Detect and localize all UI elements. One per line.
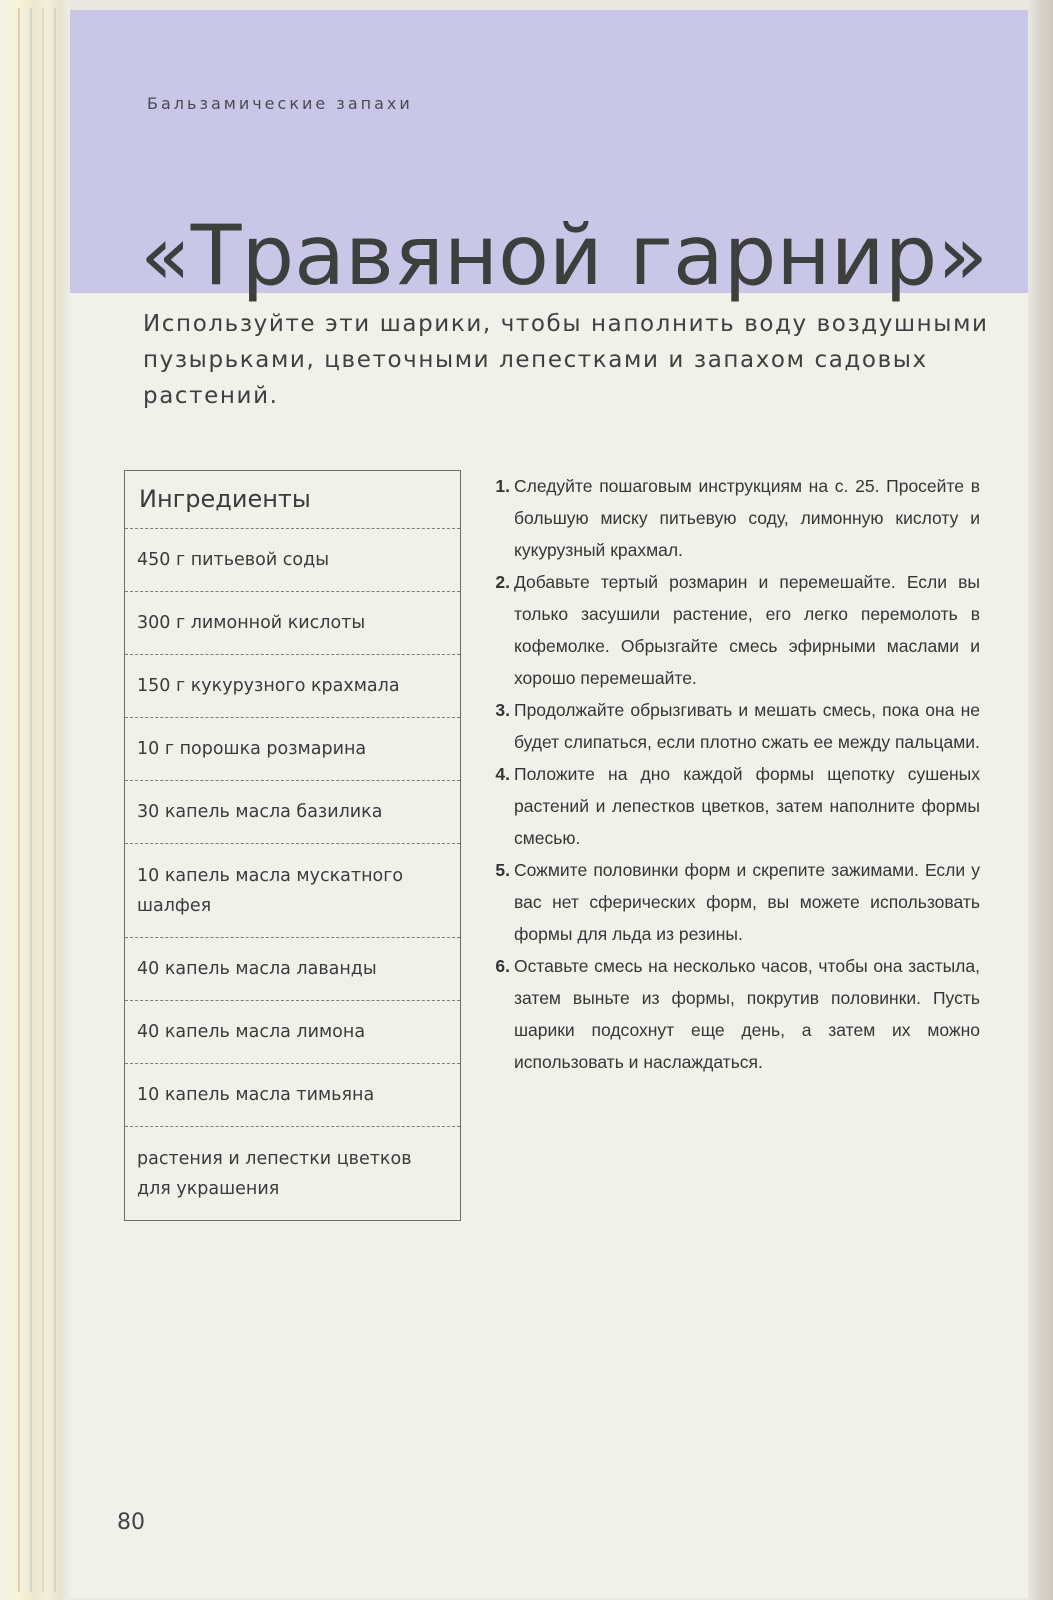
page-number: 80: [117, 1510, 145, 1535]
page-edge-line: [42, 8, 44, 1592]
step-number: 4.: [495, 764, 510, 784]
step-item: [490, 566, 980, 694]
page-edge-line: [54, 8, 56, 1592]
book-edge: [0, 0, 70, 1600]
ingredient-item: 10 г порошка розмарина: [125, 717, 460, 780]
ingredient-item: 450 г питьевой соды: [125, 528, 460, 591]
book-page: [70, 10, 1028, 1598]
step-item: [490, 854, 980, 950]
page-edge-line: [18, 8, 20, 1592]
ingredients-box: [124, 470, 461, 1221]
intro-paragraph: Используйте эти шарики, чтобы наполнить воду воздушными пузырьками, цветочными лепестками и запахом садовых растений.: [143, 311, 989, 409]
ingredient-item: 10 капель масла мускатного шалфея: [125, 843, 460, 937]
ingredient-item: 150 г кукурузного крахмала: [125, 654, 460, 717]
step-text: Добавьте тертый розмарин и перемешайте. Если вы только засушили растение, его легко перемолоть в кофемолке. Обрызгайте смесь эфирными маслами и хорошо перемешайте.: [514, 572, 980, 688]
step-text: Продолжайте обрызгивать и мешать смесь, пока она не будет слипаться, если плотно сжать ее между пальцами.: [514, 700, 980, 752]
ingredient-item: 40 капель масла лимона: [125, 1000, 460, 1063]
step-text: Оставьте смесь на несколько часов, чтобы она застыла, затем выньте из формы, покрутив половинки. Пусть шарики подсохнут еще день, а затем их можно использовать и наслаждаться.: [514, 956, 980, 1072]
step-item: [490, 758, 980, 854]
step-item: [490, 950, 980, 1078]
step-number: 5.: [495, 860, 510, 880]
step-text: Сожмите половинки форм и скрепите зажимами. Если у вас нет сферических форм, вы можете использовать формы для льда из резины.: [514, 860, 980, 944]
step-number: 2.: [495, 572, 510, 592]
ingredients-heading: Ингредиенты: [139, 485, 311, 513]
ingredient-item: 40 капель масла лаванды: [125, 937, 460, 1000]
running-head: Бальзамические запахи: [147, 94, 413, 113]
step-number: 1.: [495, 476, 510, 496]
step-number: 6.: [495, 956, 510, 976]
step-number: 3.: [495, 700, 510, 720]
page-gutter-shadow: [1027, 0, 1053, 1600]
ingredient-item: 300 г лимонной кислоты: [125, 591, 460, 654]
instruction-steps: [490, 470, 980, 1078]
step-item: [490, 694, 980, 758]
ingredient-item: растения и лепестки цветков для украшения: [125, 1126, 460, 1220]
step-text: Следуйте пошаговым инструкциям на с. 25. Просейте в большую миску питьевую соду, лимонную кислоту и кукурузный крахмал.: [514, 476, 980, 560]
ingredient-item: 30 капель масла базилика: [125, 780, 460, 843]
ingredient-item: 10 капель масла тимьяна: [125, 1063, 460, 1126]
step-item: [490, 470, 980, 566]
page-title: «Травяной гарнир»: [140, 207, 989, 304]
page-edge-line: [30, 8, 32, 1592]
step-text: Положите на дно каждой формы щепотку сушеных растений и лепестков цветков, затем наполните формы смесью.: [514, 764, 980, 848]
